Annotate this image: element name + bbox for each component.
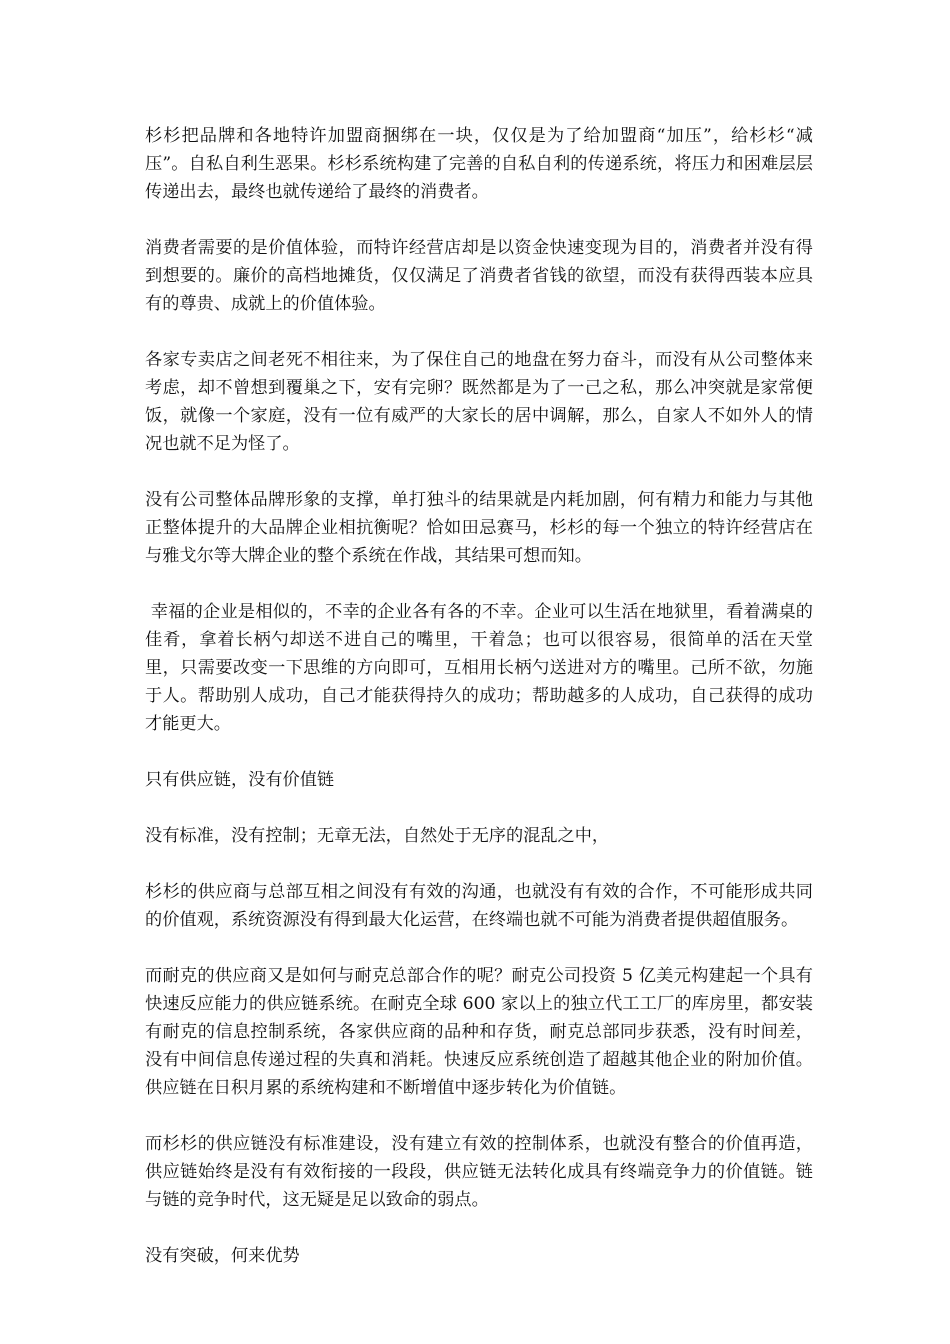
paragraph-supplier-communication: 杉杉的供应商与总部互相之间没有有效的沟通，也就没有有效的合作，不可能形成共同的价值观，系统资源没有得到最大化运营，在终端也就不可能为消费者提供超值服务。 — [145, 882, 813, 930]
document-page — [145, 122, 813, 1298]
paragraph-value-chain-weakness: 而杉杉的供应链没有标准建设，没有建立有效的控制体系，也就没有整合的价值再造，供应链始终是没有有效衔接的一段段，供应链无法转化成具有终端竞争力的价值链。链与链的竞争时代，这无疑是足以致命的弱点。 — [145, 1134, 813, 1210]
paragraph-happy-enterprise: 幸福的企业是相似的，不幸的企业各有各的不幸。企业可以生活在地狱里，看着满桌的佳肴，拿着长柄勺却送不进自己的嘴里，干着急；也可以很容易，很简单的活在天堂里，只需要改变一下思维的方向即可，互相用长柄勺送进对方的嘴里。己所不欲，勿施于人。帮助别人成功，自己才能获得持久的成功；帮助越多的人成功，自己获得的成功才能更大。 — [145, 602, 813, 734]
paragraph-no-standard: 没有标准，没有控制；无章无法，自然处于无序的混乱之中， — [145, 826, 610, 846]
paragraph-nike-supply-chain: 而耐克的供应商又是如何与耐克总部合作的呢？耐克公司投资 5 亿美元构建起一个具有快速反应能力的供应链系统。在耐克全球 600 家以上的独立代工工厂的库房里，都安装有耐克的信息控制系统，各家供应商的品种和存货，耐克总部同步获悉，没有时间差，没有中间信息传递过程的失真和消耗。快速反应系统创造了超越其他企业的附加价值。供应链在日积月累的系统构建和不断增值中逐步转化为价值链。 — [145, 966, 813, 1098]
paragraph-brand-support: 没有公司整体品牌形象的支撑，单打独斗的结果就是内耗加剧，何有精力和能力与其他正整体提升的大品牌企业相抗衡呢？恰如田忌赛马，杉杉的每一个独立的特许经营店在与雅戈尔等大牌企业的整个系统在作战，其结果可想而知。 — [145, 490, 813, 566]
paragraph-franchise-pressure: 杉杉把品牌和各地特许加盟商捆绑在一块，仅仅是为了给加盟商“加压”，给杉杉“减压”。自私自利生恶果。杉杉系统构建了完善的自私自利的传递系统，将压力和困难层层传递出去，最终也就传递给了最终的消费者。 — [145, 126, 813, 202]
paragraph-consumer-value: 消费者需要的是价值体验，而特许经营店却是以资金快速变现为目的，消费者并没有得到想要的。廉价的高档地摊货，仅仅满足了消费者省钱的欲望，而没有获得西装本应具有的尊贵、成就上的价值体验。 — [145, 238, 813, 314]
section-heading-breakthrough: 没有突破，何来优势 — [145, 1246, 300, 1266]
paragraph-store-conflict: 各家专卖店之间老死不相往来，为了保住自己的地盘在努力奋斗，而没有从公司整体来考虑，却不曾想到覆巢之下，安有完卵？既然都是为了一己之私，那么冲突就是家常便饭，就像一个家庭，没有一位有威严的大家长的居中调解，那么，自家人不如外人的情况也就不足为怪了。 — [145, 350, 813, 454]
section-heading-supply-chain: 只有供应链，没有价值链 — [145, 770, 335, 790]
